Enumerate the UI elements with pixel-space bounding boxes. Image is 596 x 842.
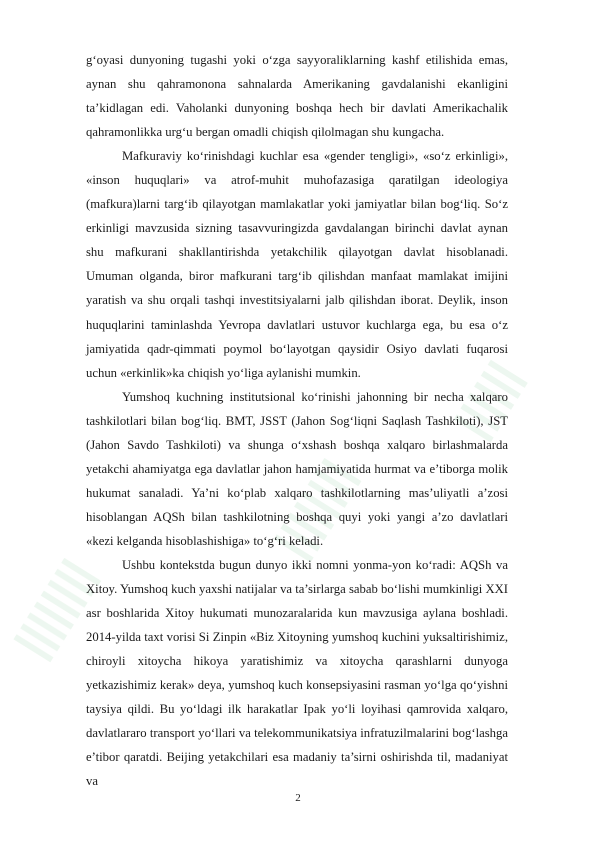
watermark-glyph: |||||||| <box>4 550 104 666</box>
document-body <box>86 48 508 793</box>
watermark-glyph: |||||||| <box>264 450 364 566</box>
paragraph-4: Ushbu kontekstda bugun dunyo ikki nomni yonma-yon ko‘radi: AQSh va Xitoy. Yumshoq kuch yaxshi natijalar va ta’sirlarga sabab bo‘lishi mumkinligi XXI asr boshlarida Xitoy hukumati munozaralarida kun mavzusiga aylana boshladi. 2014-yilda taxt vorisi Si Zinpin «Biz Xitoyning yumshoq kuchini yuksaltirishimiz, chiroyli xitoycha hikoya yaratishimiz va xitoycha qarashlarni dunyoga yetkazishimiz kerak» deya, yumshoq kuch konsepsiyasini rasman yo‘lga qo‘yishni taysiya qildi. Bu yo‘ldagi ilk harakatlar Ipak yo‘li loyihasi qamrovida xalqaro, davlatlararo transport yo‘llari va telekommunikatsiya infratuzilmalarini bog‘lashga e’tibor qaratdi. Beijing yetakchilari esa madaniy ta’sirni oshirishda til, madaniyat va <box>86 557 508 789</box>
paragraph-1: g‘oyasi dunyoning tugashi yoki o‘zga sayyoraliklarning kashf etilishida emas, aynan shu qahramonona sahnalarda Amerikaning gavdalanishi ekanligini ta’kidlagan edi. Vaholanki dunyoning boshqa hech bir davlati Amerikachalik qahramonlikka urg‘u bergan omadli chiqish qilolmagan shu kungacha. <box>86 53 508 140</box>
paragraph-2: Mafkuraviy ko‘rinishdagi kuchlar esa «gender tengligi», «so‘z erkinligi», «inson huquqlari» va atrof-muhit muhofazasiga qaratilgan ideologiya (mafkura)larni targ‘ib qilayotgan mamlakatlar yoki jamiyatlar bilan bog‘liq. So‘z erkinligi mavzusida sizning tasavvuringizda gavdalangan birinchi davlat aynan shu mafkurani shakllantirishda yetakchilik qilayotgan davlat hisoblanadi. Umuman olganda, biror mafkurani targ‘ib qilishdan manfaat mamlakat imijini yaratish va shu orqali tashqi investitsiyalarni jalb qilishdan iborat. Deylik, inson huquqlarini taminlashda Yevropa davlatlari ustuvor kuchlarga ega, bu esa o‘z jamiyatida qadr-qimmati poymol bo‘layotgan qaysidir Osiyo davlati fuqarosi uchun «erkinlik»ka chiqish yo‘liga aylanishi mumkin. <box>86 149 508 380</box>
paragraph-3: Yumshoq kuchning institutsional ko‘rinishi jahonning bir necha xalqaro tashkilotlari bilan bog‘liq. BMT, JSST (Jahon Sog‘liqni Saqlash Tashkiloti), JST (Jahon Savdo Tashkiloti) va shunga o‘xshash boshqa xalqaro birlashmalarda yetakchi ahamiyatga ega davlatlar jahon hamjamiyatida hurmat va e’tiborga molik hukumat sanaladi. Ya’ni ko‘plab xalqaro tashkilotlarning mas’uliyatli a’zosi hisoblangan AQSh bilan tashkilotning boshqa quyi yoki yangi a’zo davlatlari «kezi kelganda hisoblashishiga» to‘g‘ri keladi. <box>86 389 508 548</box>
watermark-glyph: |||||| <box>444 352 530 446</box>
page-number: 2 <box>295 792 301 804</box>
